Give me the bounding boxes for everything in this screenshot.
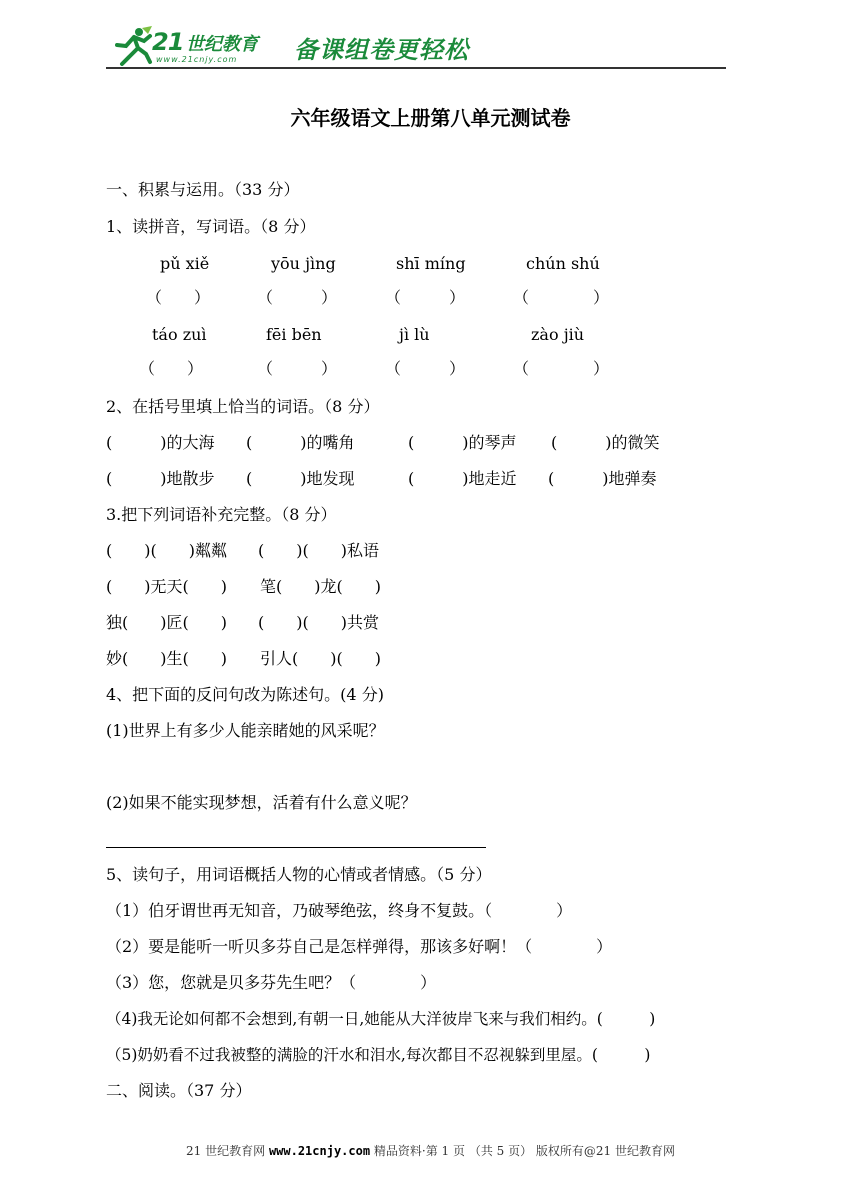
pinyin-fei-ben: fēi bēn bbox=[266, 325, 322, 344]
answer-bracket[interactable]: （ ） bbox=[139, 359, 204, 378]
logo-number: 21 bbox=[152, 28, 184, 56]
pinyin-pu-xie: pǔ xiě bbox=[160, 254, 210, 273]
q3-blank[interactable]: 引人( )( ) bbox=[260, 649, 381, 668]
q3-blank[interactable]: 笔( )龙( ) bbox=[260, 577, 381, 596]
answer-bracket[interactable]: （ ） bbox=[257, 359, 338, 378]
header-slogan: 备课组卷更轻松 bbox=[294, 36, 469, 64]
answer-bracket[interactable]: （ ） bbox=[385, 359, 466, 378]
answer-bracket[interactable]: （ ） bbox=[513, 288, 610, 307]
pinyin-tao-zui: táo zuì bbox=[152, 325, 207, 344]
pinyin-ji-lu: jì lù bbox=[399, 325, 430, 344]
logo-url: www.21cnjy.com bbox=[156, 55, 238, 64]
q5-item-1: （1）伯牙谓世再无知音，乃破琴绝弦，终身不复鼓。（ ） bbox=[106, 901, 573, 920]
logo-name: 世纪教育 bbox=[186, 34, 258, 55]
q3-blank[interactable]: ( )无天( ) bbox=[106, 577, 227, 596]
q3-blank[interactable]: 独( )匠( ) bbox=[106, 613, 227, 632]
q5-item-5: （5)奶奶看不过我被整的满脸的汗水和泪水,每次都目不忍视躲到里屋。( ) bbox=[106, 1046, 651, 1064]
q2-blank[interactable]: ( )地走近 bbox=[408, 469, 517, 488]
section-2-heading: 二、阅读。（37 分） bbox=[106, 1081, 252, 1100]
q5-item-3: （3）您，您就是贝多芬先生吧？（ ） bbox=[106, 973, 437, 992]
footer-prefix: 21 世纪教育网 bbox=[186, 1144, 266, 1158]
q2-blank[interactable]: ( )的大海 bbox=[106, 433, 215, 452]
q3-heading: 3.把下列词语补充完整。（8 分） bbox=[106, 505, 337, 524]
answer-bracket[interactable]: （ ） bbox=[513, 359, 610, 378]
answer-bracket[interactable]: （ ） bbox=[146, 288, 211, 307]
answer-line[interactable] bbox=[106, 847, 486, 848]
q4-heading: 4、把下面的反问句改为陈述句。(4 分) bbox=[106, 685, 384, 704]
q2-blank[interactable]: ( )地弹奏 bbox=[548, 469, 657, 488]
header-divider bbox=[106, 67, 726, 69]
pinyin-zao-jiu: zào jiù bbox=[531, 325, 585, 344]
q3-blank[interactable]: ( )( )私语 bbox=[258, 541, 379, 560]
q3-blank[interactable]: ( )( )粼粼 bbox=[106, 541, 227, 560]
q2-blank[interactable]: ( )的嘴角 bbox=[246, 433, 355, 452]
q4-item-1: (1)世界上有多少人能亲睹她的风采呢？ bbox=[106, 721, 385, 740]
footer-site-link[interactable]: www.21cnjy.com bbox=[268, 1144, 371, 1158]
page-footer bbox=[0, 1142, 861, 1159]
page-title: 六年级语文上册第八单元测试卷 bbox=[290, 106, 571, 130]
footer-suffix: 精品资料·第 1 页 （共 5 页） 版权所有@21 世纪教育网 bbox=[373, 1144, 675, 1158]
pinyin-chun-shu: chún shú bbox=[526, 254, 600, 273]
q2-blank[interactable]: ( )的琴声 bbox=[408, 433, 517, 452]
runner-logo-icon bbox=[112, 26, 154, 66]
pinyin-shi-ming: shī míng bbox=[396, 254, 466, 273]
q4-item-2: (2)如果不能实现梦想，活着有什么意义呢？ bbox=[106, 793, 417, 812]
q3-blank[interactable]: 妙( )生( ) bbox=[106, 649, 227, 668]
q2-blank[interactable]: ( )的微笑 bbox=[551, 433, 660, 452]
section-1-heading: 一、积累与运用。（33 分） bbox=[106, 180, 300, 199]
answer-bracket[interactable]: （ ） bbox=[385, 288, 466, 307]
pinyin-you-jing: yōu jìng bbox=[271, 254, 336, 273]
answer-bracket[interactable]: （ ） bbox=[257, 288, 338, 307]
q2-heading: 2、在括号里填上恰当的词语。（8 分） bbox=[106, 397, 380, 416]
q2-blank[interactable]: ( )地发现 bbox=[246, 469, 355, 488]
q5-heading: 5、读句子，用词语概括人物的心情或者情感。（5 分） bbox=[106, 865, 492, 884]
q2-blank[interactable]: ( )地散步 bbox=[106, 469, 215, 488]
q5-item-4: （4)我无论如何都不会想到,有朝一日,她能从大洋彼岸飞来与我们相约。( ) bbox=[106, 1010, 656, 1028]
q3-blank[interactable]: ( )( )共赏 bbox=[258, 613, 379, 632]
q1-heading: 1、读拼音，写词语。（8 分） bbox=[106, 217, 316, 236]
q5-item-2: （2）要是能听一听贝多芬自己是怎样弹得，那该多好啊！（ ） bbox=[106, 937, 613, 956]
